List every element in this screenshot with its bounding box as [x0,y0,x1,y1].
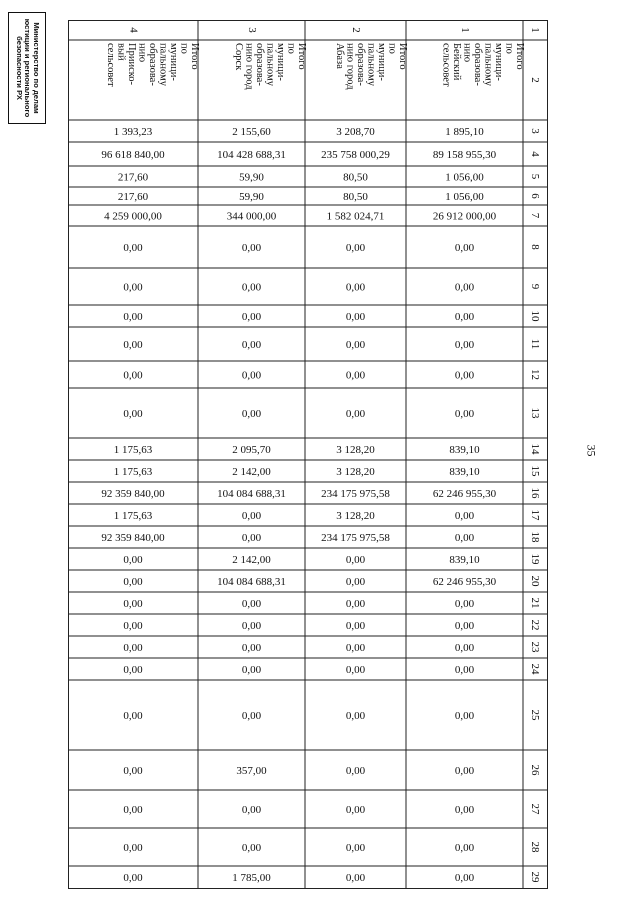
column-number: 25 [528,709,541,721]
stamp-text [14,13,40,123]
cell-value: 0,00 [345,242,366,254]
column-number: 10 [528,310,541,322]
cell-value: 0,00 [345,664,366,676]
cell-value: 1 785,00 [232,872,271,884]
cell-value: 3 128,20 [336,466,375,478]
cell-value: 2 142,00 [232,554,271,566]
column-number: 11 [528,338,541,350]
cell-value: 0,00 [454,872,475,884]
stamp-line: Министерство по делам [32,22,42,114]
column-number: 24 [528,663,541,675]
cell-value: 235 758 000,29 [321,149,390,161]
column-number: 20 [528,575,541,587]
cell-value: 0,00 [241,339,262,351]
cell-value: 0,00 [345,281,366,294]
cell-value: 0,00 [241,311,262,323]
cell-value: 0,00 [345,710,366,722]
cell-value: 4 259 000,00 [104,210,162,223]
cell-value: 104 428 688,31 [217,149,286,161]
group-number: 3 [245,27,258,33]
cell-value: 2 095,70 [232,444,271,456]
cell-value: 0,00 [123,576,143,588]
cell-value: 0,00 [345,576,366,588]
group-name-line: Итого [397,43,408,70]
cell-value: 1 582 024,71 [326,210,385,223]
cell-value: 0,00 [241,598,262,610]
cell-value: 0,00 [123,620,143,632]
cell-value: 0,00 [123,339,143,351]
cell-value: 0,00 [345,369,366,382]
column-number: 7 [528,212,541,219]
column-number: 15 [528,465,541,477]
group-name-line: по [285,43,297,54]
group-number: 2 [349,27,362,33]
group-name-line: по [503,43,515,54]
column-number: 3 [528,128,541,134]
stamp-line: безопасности РХ [14,36,24,100]
cell-value: 0,00 [123,554,143,566]
cell-value: 839,10 [449,466,480,478]
cell-value: 0,00 [241,242,262,254]
group-name-line: нию город [344,43,356,90]
group-name-line: муници- [168,43,179,81]
column-number: 19 [528,553,541,565]
column-number: 12 [528,369,541,380]
group-name-line: образова- [355,43,366,86]
cell-value: 80,50 [343,191,368,203]
column-number: 2 [528,77,541,83]
cell-value: 0,00 [454,532,475,544]
column-number: 18 [528,531,541,543]
group-name-line: образова- [472,43,483,86]
cell-value: 3 128,20 [336,444,375,456]
column-number: 29 [528,871,541,883]
cell-value: 0,00 [345,804,366,816]
cell-value: 217,60 [117,171,149,184]
cell-value: 1 175,63 [113,444,153,456]
cell-value: 0,00 [454,642,475,654]
group-number: 4 [127,27,140,33]
column-number: 8 [528,244,541,250]
cell-value: 0,00 [241,408,262,420]
page-number: 35 [584,444,599,457]
cell-value: 3 128,20 [336,510,375,522]
cell-value: 1 175,63 [113,510,153,522]
cell-value: 0,00 [123,408,143,420]
group-name-line: муници- [275,43,286,81]
cell-value: 0,00 [345,339,366,351]
cell-value: 0,00 [454,242,475,254]
cell-value: 0,00 [241,369,262,382]
column-number: 23 [528,641,541,653]
group-name-line: по [386,43,398,54]
cell-value: 234 175 975,58 [321,488,390,500]
cell-value: 0,00 [241,804,262,816]
cell-value: 0,00 [123,281,143,294]
cell-value: 26 912 000,00 [432,210,497,223]
column-number: 1 [528,27,541,33]
group-name-line: Итого [296,43,307,70]
cell-value: 0,00 [454,710,475,722]
cell-value: 0,00 [123,598,143,610]
group-name-line: Абаза [334,43,345,69]
cell-value: 0,00 [241,532,262,544]
cell-value: 0,00 [241,710,262,722]
cell-value: 0,00 [123,804,143,816]
column-number: 9 [528,283,541,290]
group-number: 1 [458,27,471,33]
cell-value: 0,00 [454,598,475,610]
cell-value: 0,00 [123,842,143,854]
cell-value: 0,00 [454,510,475,522]
cell-value: 92 359 840,00 [101,532,165,544]
cell-value: 0,00 [123,642,143,654]
cell-value: 0,00 [454,281,475,294]
cell-value: 0,00 [345,620,366,632]
cell-value: 0,00 [241,842,262,854]
cell-value: 59,90 [239,191,264,203]
cell-value: 0,00 [241,642,262,654]
cell-value: 1 056,00 [445,191,484,203]
column-number: 28 [528,841,541,853]
cell-value: 2 142,00 [232,466,271,478]
cell-value: 62 246 955,30 [432,576,497,588]
group-name-line: Итого [514,43,525,70]
cell-value: 0,00 [454,369,475,382]
cell-value: 89 158 955,30 [432,149,497,161]
cell-value: 0,00 [123,710,143,722]
group-name-line: образова- [147,43,158,86]
column-number: 27 [528,803,541,815]
group-name-line: муници- [376,43,387,81]
group-name-line: муници- [493,43,504,81]
cell-value: 1 175,63 [113,466,153,478]
group-name-line: образова- [254,43,265,86]
cell-value: 217,60 [117,191,149,203]
cell-value: 0,00 [345,842,366,854]
cell-value: 839,10 [449,554,480,566]
cell-value: 0,00 [241,281,262,294]
group-name-line: Итого [189,43,200,70]
cell-value: 0,00 [454,765,475,777]
group-name-line: пальному [264,43,276,86]
cell-value: 62 246 955,30 [432,488,497,500]
group-name-line: вый [115,43,127,61]
cell-value: 0,00 [454,408,475,420]
cell-value: 0,00 [345,642,366,654]
cell-value: 0,00 [123,765,143,777]
cell-value: 0,00 [345,554,366,566]
cell-value: 344 000,00 [226,210,277,223]
stamp-line: юстиции и регионального [23,18,33,118]
cell-value: 59,90 [239,171,264,184]
column-number: 22 [528,619,541,631]
cell-value: 0,00 [345,765,366,777]
group-name-line: Сорск [233,43,244,71]
cell-value: 0,00 [123,311,143,323]
group-name-line: пальному [482,43,494,86]
cell-value: 0,00 [241,664,262,676]
group-name-line: по [178,43,190,54]
column-number: 4 [528,151,541,157]
group-name-line: нию [136,43,148,63]
table-grid [68,20,548,890]
cell-value: 357,00 [236,765,267,777]
cell-value: 0,00 [345,872,366,884]
column-number: 26 [528,764,541,776]
cell-value: 0,00 [241,510,262,522]
cell-value: 0,00 [123,242,143,254]
cell-value: 0,00 [123,872,143,884]
cell-value: 1 895,10 [445,126,484,138]
column-number: 14 [528,443,541,455]
group-name-line: нию город [243,43,255,90]
column-number: 17 [528,509,541,521]
cell-value: 96 618 840,00 [101,149,165,161]
group-name-line: сельсовет [105,43,116,87]
cell-value: 80,50 [343,171,368,184]
cell-value: 1 056,00 [445,171,484,184]
group-name-line: пальному [157,43,169,86]
group-name-line: Бейский [451,43,462,81]
column-number: 21 [528,597,541,609]
cell-value: 104 084 688,31 [217,576,286,588]
group-name-line: нию [461,43,473,63]
cell-value: 0,00 [454,339,475,351]
ministry-stamp [8,12,46,124]
cell-value: 0,00 [345,598,366,610]
cell-value: 0,00 [345,311,366,323]
cell-value: 0,00 [454,804,475,816]
column-number: 13 [528,407,541,419]
cell-value: 0,00 [123,664,143,676]
cell-value: 0,00 [454,842,475,854]
cell-value: 234 175 975,58 [321,532,390,544]
cell-value: 0,00 [454,620,475,632]
group-name-line: пальному [365,43,377,86]
cell-value: 2 155,60 [232,126,271,138]
cell-value: 92 359 840,00 [101,488,165,500]
group-name-line: сельсовет [440,43,452,87]
cell-value: 1 393,23 [113,126,153,138]
cell-value: 0,00 [454,664,475,676]
cell-value: 0,00 [123,369,143,382]
cell-value: 3 208,70 [336,126,375,138]
cell-value: 0,00 [454,311,475,323]
cell-value: 0,00 [345,408,366,420]
cell-value: 0,00 [241,620,262,632]
cell-value: 839,10 [449,444,480,456]
group-name-line: Прииско- [126,43,137,86]
data-table [68,20,548,890]
column-number: 6 [528,193,541,199]
cell-value: 104 084 688,31 [217,488,286,500]
column-number: 5 [528,173,541,180]
column-number: 16 [528,487,541,499]
